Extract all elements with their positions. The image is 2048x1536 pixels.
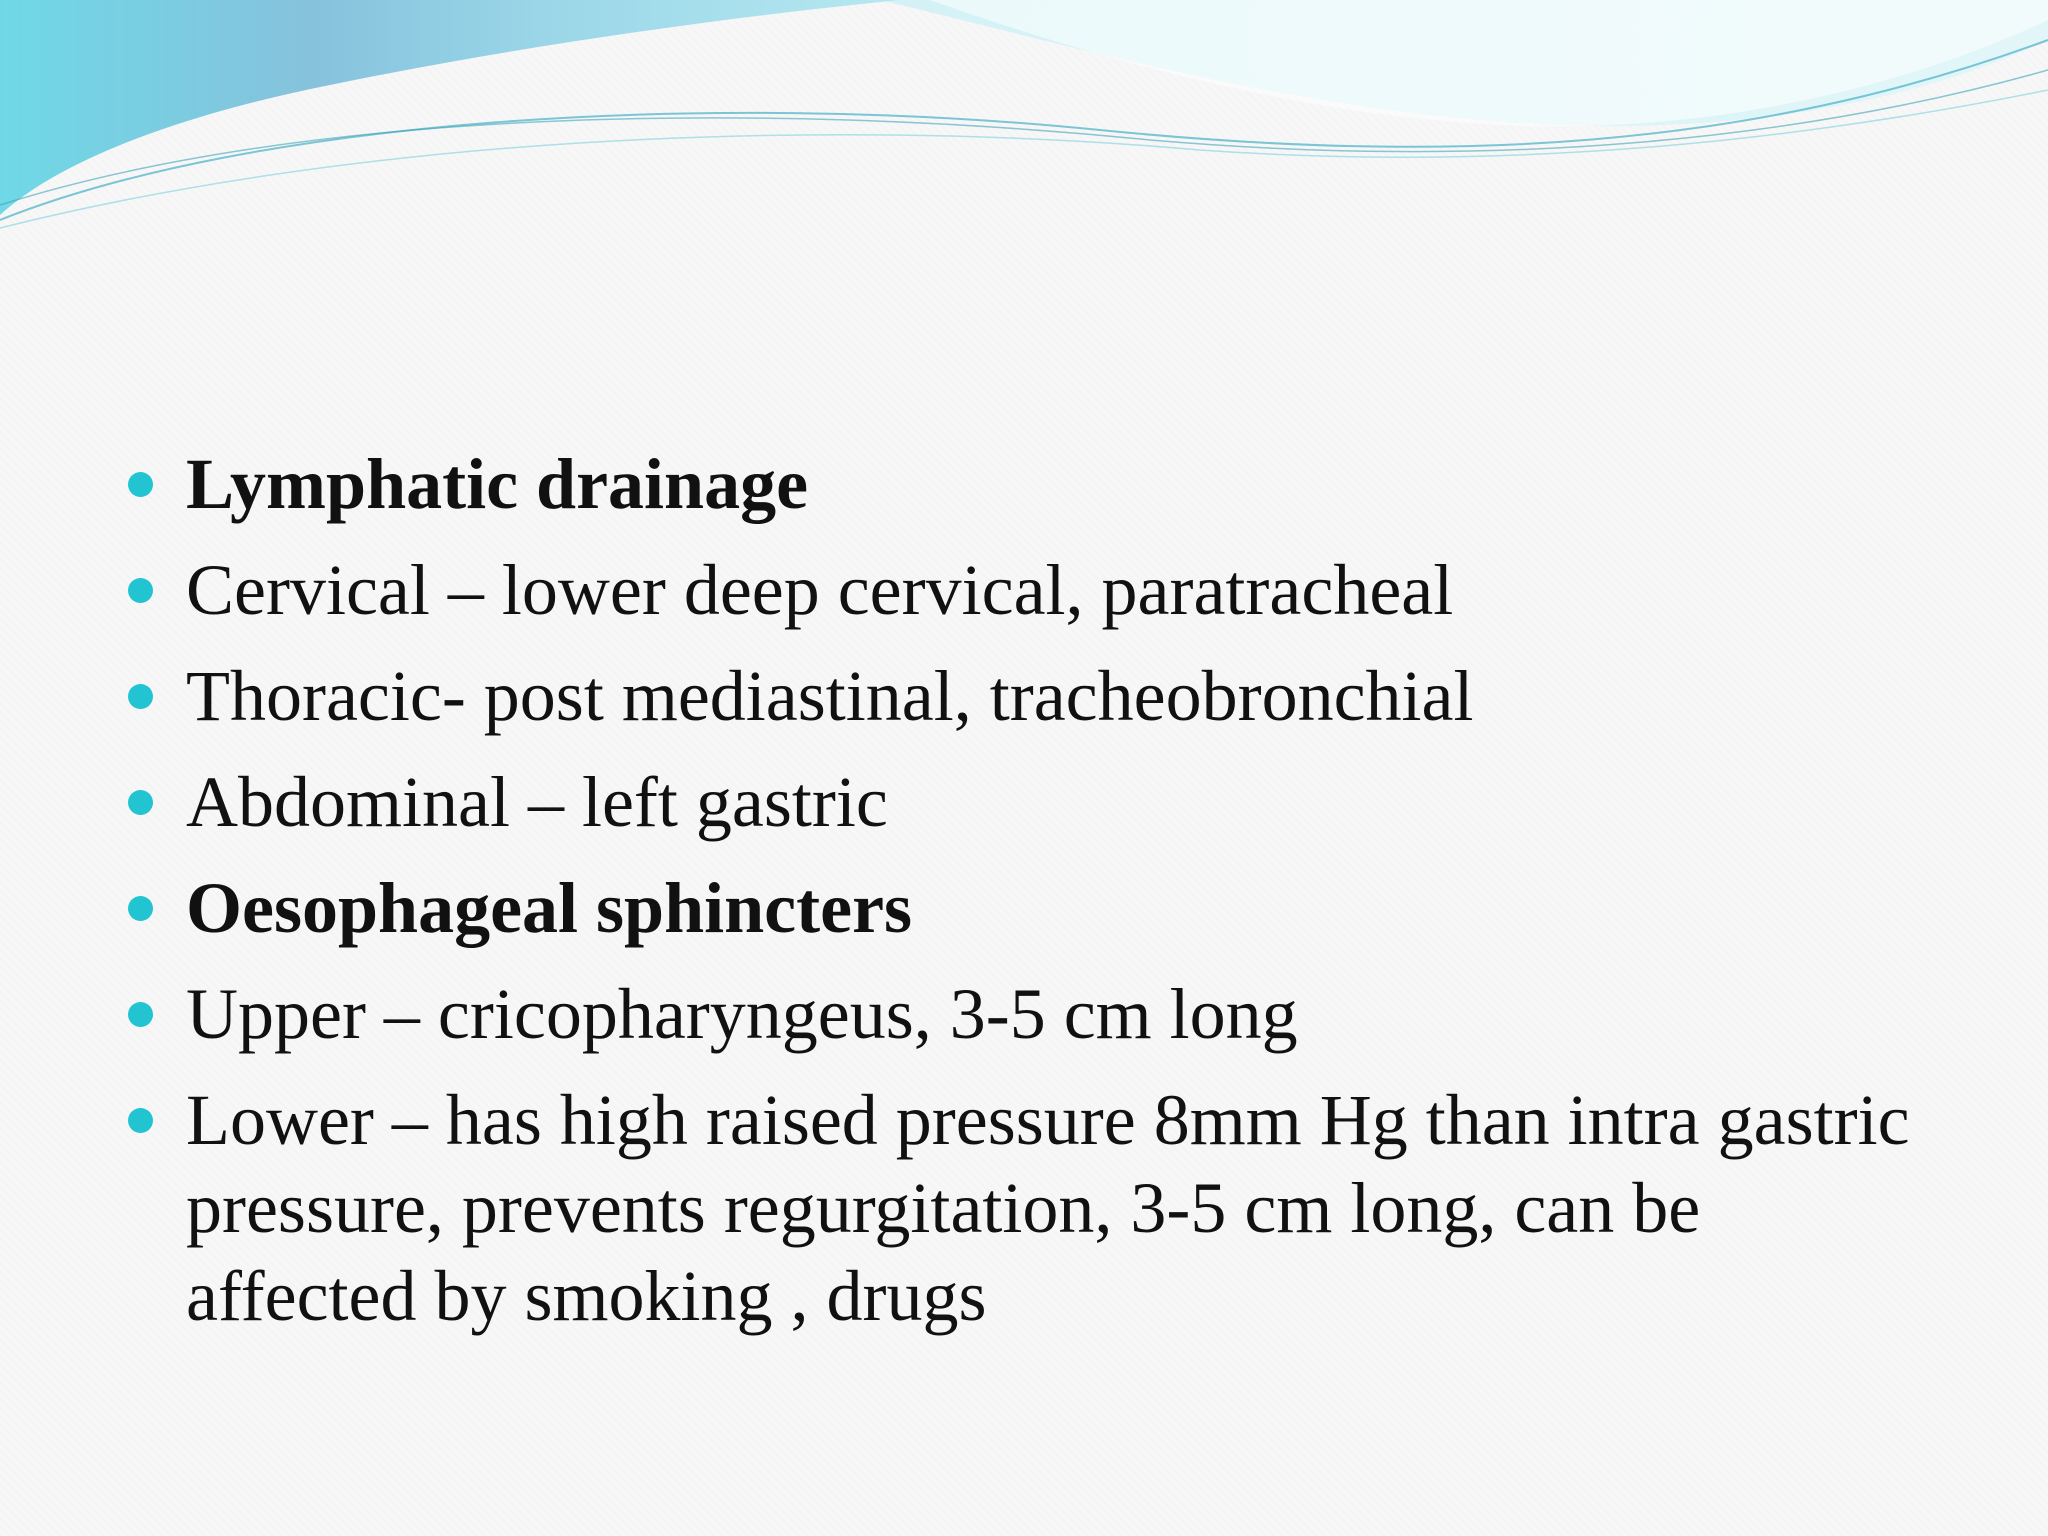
bullet-item-thoracic	[128, 652, 1928, 740]
bullet-item-oesophageal-sphincters	[128, 864, 1928, 952]
bullet-item-upper	[128, 970, 1928, 1058]
bullet-text: Oesophageal sphincters	[186, 868, 913, 948]
bullet-dot-icon	[128, 472, 153, 497]
bullet-dot-icon	[128, 684, 153, 709]
bullet-dot-icon	[128, 1002, 153, 1027]
bullet-dot-icon	[128, 578, 153, 603]
bullet-text: Lower – has high raised pressure 8mm Hg than intra gastric pressure, prevents regurgitation, 3-5 cm long, can be affected by smoking , drugs	[186, 1080, 1910, 1336]
bullet-item-cervical	[128, 546, 1928, 634]
bullet-item-lymphatic-drainage	[128, 440, 1928, 528]
bullet-dot-icon	[128, 896, 153, 921]
header-wave-decoration	[0, 0, 2048, 240]
bullet-text: Abdominal – left gastric	[186, 762, 888, 842]
bullet-list	[128, 440, 1928, 1358]
bullet-item-abdominal	[128, 758, 1928, 846]
bullet-text: Thoracic- post mediastinal, tracheobronchial	[186, 656, 1474, 736]
bullet-text: Lymphatic drainage	[186, 444, 809, 524]
bullet-dot-icon	[128, 1108, 153, 1133]
bullet-dot-icon	[128, 790, 153, 815]
bullet-text: Upper – cricopharyngeus, 3-5 cm long	[186, 974, 1298, 1054]
bullet-text: Cervical – lower deep cervical, paratracheal	[186, 550, 1454, 630]
bullet-item-lower	[128, 1076, 1928, 1340]
